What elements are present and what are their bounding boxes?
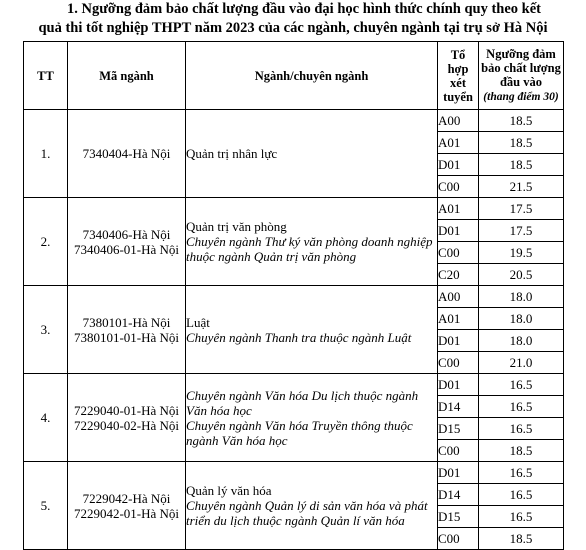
heading-line-2: quả thi tốt nghiệp THPT năm 2023 của các ngành, chuyên ngành tại trụ sở Hà Nội <box>38 20 548 36</box>
header-combo-line: tuyển <box>443 89 473 104</box>
subject-combination: C00 <box>438 242 479 264</box>
major-code: 7380101-01-Hà Nội <box>73 329 180 345</box>
major-name: Quản trị văn phòng <box>186 219 287 234</box>
major-code: 7340404-Hà Nội <box>82 146 171 161</box>
heading-line-1: 1. Ngưỡng đảm bảo chất lượng đầu vào đại học hình thức chính quy theo kết <box>66 1 542 17</box>
subject-combination: C00 <box>438 440 479 462</box>
header-combo-line: Tổ <box>450 47 466 62</box>
row-number: 3. <box>24 286 68 374</box>
subject-combination: D01 <box>438 462 479 484</box>
threshold-score: 16.5 <box>479 418 564 440</box>
header-major: Ngành/chuyên ngành <box>186 42 438 110</box>
major-code-cell <box>68 198 186 286</box>
subject-combination: D15 <box>438 506 479 528</box>
threshold-score: 18.5 <box>479 440 564 462</box>
table-body <box>24 110 564 550</box>
major-name: Quản trị nhân lực <box>186 146 278 161</box>
table-row <box>24 374 564 396</box>
major-code: 7229040-02-Hà Nội <box>73 417 180 433</box>
header-score-unit: (thang điểm 30) <box>483 91 559 103</box>
threshold-score: 18.0 <box>479 308 564 330</box>
header-combo <box>438 42 479 110</box>
header-combo-line: xét <box>450 75 466 90</box>
threshold-score: 18.5 <box>479 110 564 132</box>
table-row <box>24 462 564 484</box>
threshold-score: 17.5 <box>479 198 564 220</box>
threshold-score: 16.5 <box>479 396 564 418</box>
threshold-score: 16.5 <box>479 462 564 484</box>
major-code-cell <box>68 286 186 374</box>
threshold-score: 18.5 <box>479 154 564 176</box>
subject-combination: D01 <box>438 154 479 176</box>
threshold-score: 16.5 <box>479 506 564 528</box>
subject-combination: A01 <box>438 308 479 330</box>
major-code-cell <box>68 110 186 198</box>
row-number: 2. <box>24 198 68 286</box>
major-code: 7229042-Hà Nội <box>82 490 171 506</box>
header-score-line: đầu vào <box>499 75 543 89</box>
major-code: 7340406-Hà Nội <box>82 226 171 242</box>
table-row <box>24 286 564 308</box>
specialization-name: Chuyên ngành Văn hóa Du lịch thuộc ngành Văn hóa học <box>186 387 419 418</box>
header-code: Mã ngành <box>68 42 186 110</box>
header-score <box>479 42 564 110</box>
specialization-name: Chuyên ngành Thư ký văn phòng doanh nghiệp thuộc ngành Quản trị văn phòng <box>186 234 433 264</box>
major-code: 7229042-01-Hà Nội <box>73 505 180 521</box>
subject-combination: A00 <box>438 110 479 132</box>
major-name-cell <box>186 110 438 198</box>
subject-combination: D14 <box>438 484 479 506</box>
header-score-line: bảo chất lượng <box>481 61 561 75</box>
subject-combination: C00 <box>438 528 479 550</box>
threshold-score: 16.5 <box>479 374 564 396</box>
subject-combination: D01 <box>438 220 479 242</box>
threshold-score: 21.0 <box>479 352 564 374</box>
header-score-line: Ngưỡng đảm <box>486 47 556 61</box>
table-row <box>24 110 564 132</box>
subject-combination: D01 <box>438 374 479 396</box>
subject-combination: D14 <box>438 396 479 418</box>
threshold-score: 20.5 <box>479 264 564 286</box>
threshold-score: 18.0 <box>479 330 564 352</box>
subject-combination: A00 <box>438 286 479 308</box>
major-code-cell <box>68 374 186 462</box>
header-row <box>24 42 564 110</box>
major-code-cell <box>68 462 186 550</box>
table-row <box>24 198 564 220</box>
subject-combination: A01 <box>438 132 479 154</box>
row-number: 5. <box>24 462 68 550</box>
section-heading <box>0 0 586 38</box>
major-name-cell <box>186 286 438 374</box>
major-code: 7340406-01-Hà Nội <box>73 241 180 257</box>
header-combo-line: hợp <box>447 61 469 76</box>
threshold-score: 18.5 <box>479 132 564 154</box>
threshold-score: 21.5 <box>479 176 564 198</box>
major-code: 7380101-Hà Nội <box>82 314 171 330</box>
major-name: Luật <box>186 314 210 330</box>
threshold-score: 16.5 <box>479 484 564 506</box>
header-tt: TT <box>24 42 68 110</box>
subject-combination: C00 <box>438 176 479 198</box>
major-name-cell <box>186 198 438 286</box>
row-number: 1. <box>24 110 68 198</box>
row-number: 4. <box>24 374 68 462</box>
specialization-name: Chuyên ngành Thanh tra thuộc ngành Luật <box>186 329 412 345</box>
major-name: Quản lý văn hóa <box>186 483 272 498</box>
subject-combination: D15 <box>438 418 479 440</box>
subject-combination: A01 <box>438 198 479 220</box>
specialization-name: Chuyên ngành Văn hóa Truyền thông thuộc ngành Văn hóa học <box>186 417 413 448</box>
major-name-cell <box>186 374 438 462</box>
threshold-score: 18.0 <box>479 286 564 308</box>
major-code: 7229040-01-Hà Nội <box>73 402 180 418</box>
threshold-score: 18.5 <box>479 528 564 550</box>
subject-combination: C00 <box>438 352 479 374</box>
subject-combination: D01 <box>438 330 479 352</box>
subject-combination: C20 <box>438 264 479 286</box>
threshold-score: 17.5 <box>479 220 564 242</box>
admission-threshold-table <box>23 41 564 550</box>
specialization-name: Chuyên ngành Quản lý di sản văn hóa và phát triển du lịch thuộc ngành Quản lí văn hóa <box>186 498 428 528</box>
threshold-score: 19.5 <box>479 242 564 264</box>
major-name-cell <box>186 462 438 550</box>
